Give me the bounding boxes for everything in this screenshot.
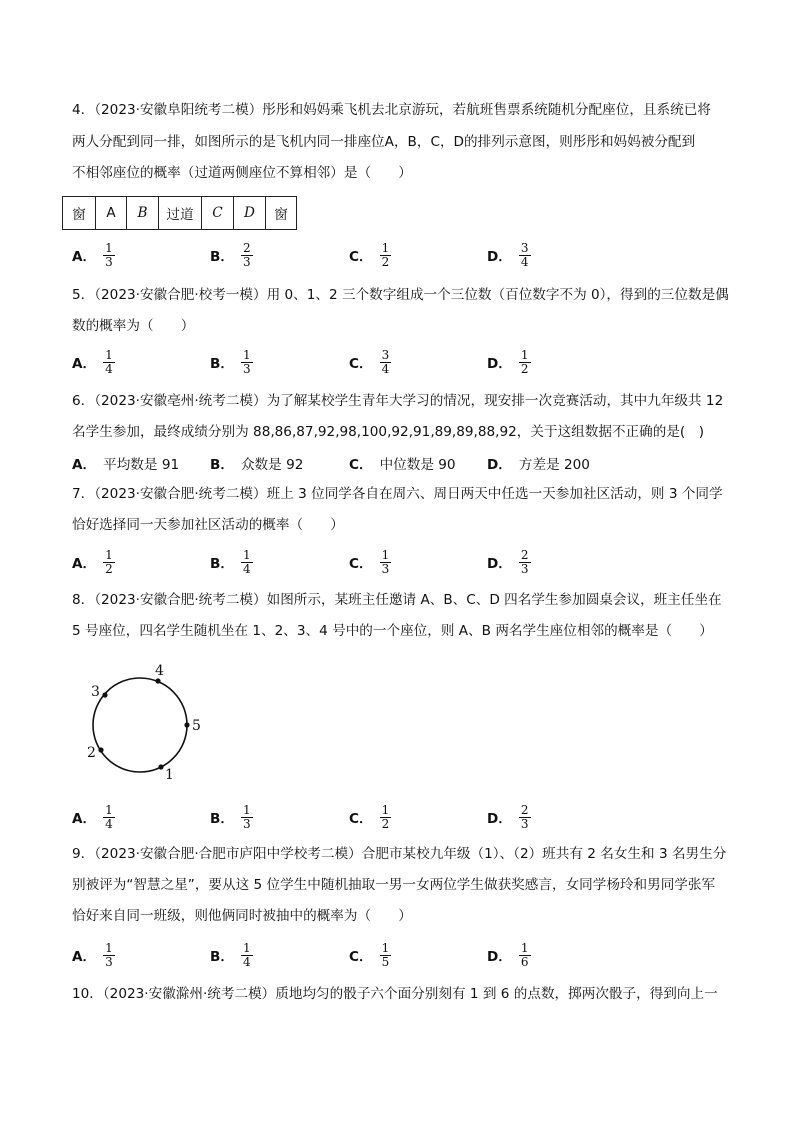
fraction [241,804,253,831]
option-label: B． [210,949,234,965]
option-label: D． [487,249,512,265]
denominator: 2 [381,816,390,831]
numerator: 2 [520,802,529,817]
seat-number-1: 1 [165,767,174,783]
fraction [380,804,392,831]
seat-c: C [202,197,234,230]
fraction [103,804,115,831]
q5-option-a[interactable] [72,345,115,379]
numerator: 1 [381,940,390,955]
option-label: C． [349,249,373,265]
option-label: D． [487,457,512,473]
seat-a: A [96,197,127,230]
q10-line-1: 10．（2023·安徽滁州·统考二模）质地均匀的骰子六个面分别刻有 1 到 6 的点数，掷两次骰子，得到向上一 [72,986,718,1002]
denominator: 4 [105,816,113,831]
option-label: C． [349,457,373,473]
option-label: A． [72,457,97,473]
denominator: 3 [105,254,113,269]
q9-option-c[interactable] [349,938,391,972]
option-label: A． [72,811,97,827]
fraction [519,242,531,269]
q4-line-3: 不相邻座位的概率（过道两侧座位不算相邻）是（ ） [72,165,412,181]
option-label: A． [72,249,97,265]
q7-option-b[interactable] [210,545,253,579]
denominator: 3 [520,816,529,831]
option-label: B． [210,249,234,265]
option-label: B． [210,457,234,473]
numerator: 1 [520,940,529,955]
option-label: D． [487,356,512,372]
numerator: 2 [520,547,529,562]
option-label: D． [487,811,512,827]
seat-window-right: 窗 [266,197,297,230]
q5-line-2: 数的概率为（ ） [72,318,195,334]
seat-dot-1 [158,764,163,769]
option-label: D． [487,556,512,572]
fraction [241,242,253,269]
q6-options [72,446,732,480]
numerator: 1 [105,347,113,362]
q6-option-a[interactable] [72,446,179,480]
fraction [380,349,392,376]
numerator: 1 [242,802,251,817]
option-label: C． [349,811,373,827]
q5-options [72,345,732,379]
option-text: 众数是 92 [240,457,304,473]
q9-option-b[interactable] [210,938,253,972]
denominator: 2 [105,561,113,576]
option-label: B． [210,811,234,827]
q8-option-a[interactable] [72,800,115,834]
option-text: 平均数是 91 [103,457,180,473]
denominator: 4 [242,561,251,576]
q7-option-a[interactable] [72,545,115,579]
numerator: 1 [105,802,113,817]
numerator: 1 [381,802,390,817]
seat-number-3: 3 [91,684,100,700]
q6-option-c[interactable] [349,446,456,480]
seat-dot-3 [102,692,107,697]
q5-line-1: 5．（2023·安徽合肥·校考一模）用 0、1、2 三个数字组成一个三位数（百位数字不为 0），得到的三位数是偶 [72,287,729,303]
option-label: C． [349,356,373,372]
option-label: D． [487,949,512,965]
q5-option-d[interactable] [487,345,531,379]
numerator: 3 [520,240,529,255]
numerator: 1 [242,547,251,562]
q4-option-d[interactable] [487,238,531,272]
fraction [519,549,531,576]
seat-row-diagram [62,196,297,230]
fraction [380,549,392,576]
numerator: 1 [381,240,390,255]
q7-options [72,545,732,579]
option-label: C． [349,556,373,572]
seat-d: D [234,197,266,230]
numerator: 1 [242,940,251,955]
fraction [103,942,115,969]
denominator: 6 [520,954,529,969]
denominator: 3 [242,816,251,831]
q6-line-1: 6．（2023·安徽亳州·统考二模）为了解某校学生青年大学习的情况，现安排一次竞赛活动，其中九年级共 12 [72,393,724,409]
q8-line-1: 8．（2023·安徽合肥·统考二模）如图所示，某班主任邀请 A、B、C、D 四名学生参加圆桌会议，班主任坐在 [72,592,722,608]
option-label: B． [210,556,234,572]
denominator: 3 [242,361,251,376]
fraction [519,942,531,969]
numerator: 1 [105,547,113,562]
q4-option-a[interactable] [72,238,115,272]
q7-line-2: 恰好选择同一天参加社区活动的概率（ ） [72,517,344,533]
fraction [103,242,115,269]
option-text: 中位数是 90 [379,457,456,473]
fraction [380,942,392,969]
fraction [519,804,531,831]
fraction [103,549,115,576]
q5-option-b[interactable] [210,345,253,379]
numerator: 3 [381,347,390,362]
fraction [380,242,392,269]
numerator: 1 [242,347,251,362]
q5-option-c[interactable] [349,345,391,379]
fraction [241,549,253,576]
fraction [103,349,115,376]
seat-window-left: 窗 [63,197,96,230]
q8-option-c[interactable] [349,800,391,834]
q7-option-d[interactable] [487,545,531,579]
round-table-diagram [84,660,214,785]
seat-number-4: 4 [155,663,164,679]
seat-b: B [127,197,159,230]
q6-option-d[interactable] [487,446,590,480]
q4-options [72,238,732,272]
option-label: A． [72,949,97,965]
seat-aisle: 过道 [159,197,202,230]
q7-option-c[interactable] [349,545,391,579]
seat-number-5: 5 [192,718,201,734]
denominator: 4 [105,361,113,376]
q8-option-d[interactable] [487,800,531,834]
denominator: 5 [381,954,390,969]
q9-option-d[interactable] [487,938,531,972]
q6-option-b[interactable] [210,446,303,480]
fraction [519,349,531,376]
option-label: A． [72,356,97,372]
numerator: 1 [520,347,529,362]
q9-option-a[interactable] [72,938,115,972]
denominator: 3 [381,561,390,576]
denominator: 2 [520,361,529,376]
denominator: 3 [105,954,113,969]
option-text: 方差是 200 [518,457,590,473]
fraction [241,349,253,376]
q7-line-1: 7．（2023·安徽合肥·统考二模）班上 3 位同学各自在周六、周日两天中任选一天参加社区活动，则 3 个同学 [72,486,723,502]
table-circle [93,678,187,772]
denominator: 4 [381,361,390,376]
seat-dot-2 [98,747,103,752]
q8-option-b[interactable] [210,800,253,834]
q9-line-2: 别被评为“智慧之星”，要从这 5 位学生中随机抽取一男一女两位学生做获奖感言，女同学杨玲和男同学张军 [72,877,716,893]
denominator: 2 [381,254,390,269]
option-label: A． [72,556,97,572]
option-label: C． [349,949,373,965]
numerator: 1 [105,240,113,255]
numerator: 1 [381,547,390,562]
q4-line-2: 两人分配到同一排，如图所示的是飞机内同一排座位A，B，C，D的排列示意图，则彤彤和妈妈被分配到 [72,134,696,150]
fraction [241,942,253,969]
numerator: 1 [105,940,113,955]
q6-line-2: 名学生参加，最终成绩分别为 88,86,87,92,98,100,92,91,89,89,88,92，关于这组数据不正确的是( ) [72,424,705,440]
q9-line-1: 9．（2023·安徽合肥·合肥市庐阳中学校考二模）合肥市某校九年级（1）、（2）班共有 2 名女生和 3 名男生分 [72,846,727,862]
q4-option-b[interactable] [210,238,253,272]
q9-line-3: 恰好来自同一班级，则他俩同时被抽中的概率为（ ） [72,908,412,924]
q8-line-2: 5 号座位，四名学生随机坐在 1、2、3、4 号中的一个座位，则 A、B 两名学生座位相邻的概率是（ ） [72,623,713,639]
denominator: 3 [242,254,251,269]
seat-dot-5 [184,722,189,727]
q4-line-1: 4．（2023·安徽阜阳统考二模）彤彤和妈妈乘飞机去北京游玩，若航班售票系统随机分配座位，且系统已将 [72,102,711,118]
denominator: 4 [242,954,251,969]
q8-options [72,800,732,834]
seat-number-2: 2 [87,745,96,761]
numerator: 2 [242,240,251,255]
denominator: 4 [520,254,529,269]
q9-options [72,938,732,972]
seat-dot-4 [155,678,160,683]
denominator: 3 [520,561,529,576]
q4-option-c[interactable] [349,238,391,272]
option-label: B． [210,356,234,372]
